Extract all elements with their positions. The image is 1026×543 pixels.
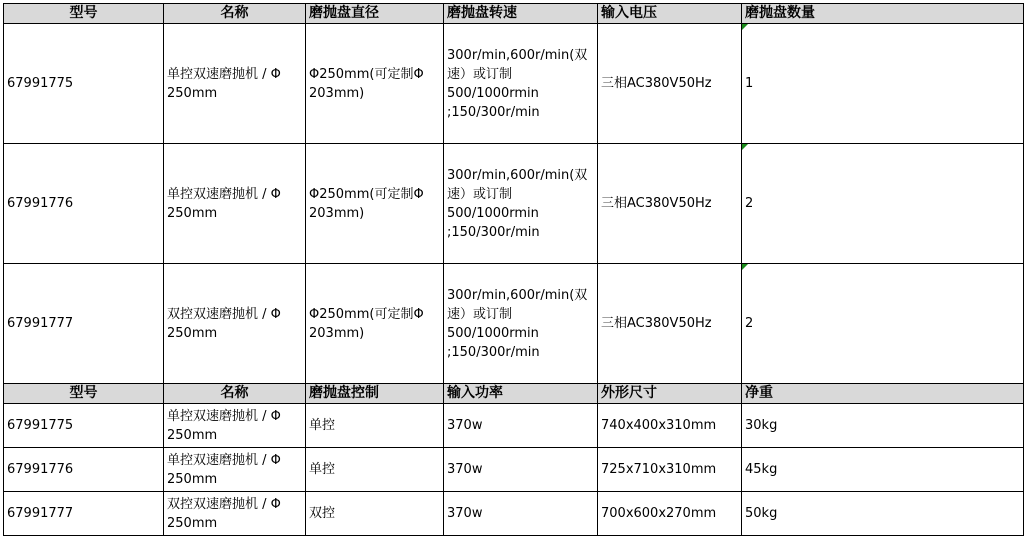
table-row <box>4 492 1024 536</box>
header-name: 名称 <box>164 4 306 24</box>
table-row <box>4 448 1024 492</box>
cell-name: 双控双速磨抛机 / Φ 250mm <box>164 264 306 384</box>
cell-count <box>742 144 1024 264</box>
cell-name: 单控双速磨抛机 / Φ 250mm <box>164 448 306 492</box>
header-name: 名称 <box>164 384 306 404</box>
cell-speed: 300r/min,600r/min(双 速）或订制 500/1000rmin ;150/300r/min <box>444 144 598 264</box>
header-control: 磨抛盘控制 <box>306 384 444 404</box>
header-row-2 <box>4 384 1024 404</box>
cell-model: 67991775 <box>4 24 164 144</box>
table-row <box>4 264 1024 384</box>
header-weight: 净重 <box>742 384 1024 404</box>
cell-model: 67991776 <box>4 144 164 264</box>
table-row <box>4 24 1024 144</box>
cell-diameter: Φ250mm(可定制Φ 203mm) <box>306 264 444 384</box>
cell-count-value: 2 <box>745 196 754 211</box>
comment-marker <box>742 144 748 150</box>
cell-size: 700x600x270mm <box>598 492 742 536</box>
cell-control: 单控 <box>306 448 444 492</box>
cell-model: 67991777 <box>4 492 164 536</box>
cell-name: 单控双速磨抛机 / Φ 250mm <box>164 24 306 144</box>
comment-marker <box>742 264 748 270</box>
cell-diameter: Φ250mm(可定制Φ 203mm) <box>306 24 444 144</box>
header-diameter: 磨抛盘直径 <box>306 4 444 24</box>
cell-voltage: 三相AC380V50Hz <box>598 24 742 144</box>
header-voltage: 输入电压 <box>598 4 742 24</box>
cell-weight: 30kg <box>742 404 1024 448</box>
cell-count <box>742 264 1024 384</box>
cell-power: 370w <box>444 404 598 448</box>
cell-name: 单控双速磨抛机 / Φ 250mm <box>164 404 306 448</box>
header-row-1 <box>4 4 1024 24</box>
cell-voltage: 三相AC380V50Hz <box>598 144 742 264</box>
cell-count-value: 2 <box>745 316 754 331</box>
header-model: 型号 <box>4 384 164 404</box>
cell-name: 单控双速磨抛机 / Φ 250mm <box>164 144 306 264</box>
cell-name: 双控双速磨抛机 / Φ 250mm <box>164 492 306 536</box>
cell-power: 370w <box>444 448 598 492</box>
header-speed: 磨抛盘转速 <box>444 4 598 24</box>
cell-size: 725x710x310mm <box>598 448 742 492</box>
cell-count-value: 1 <box>745 76 754 91</box>
header-model: 型号 <box>4 4 164 24</box>
table-row <box>4 404 1024 448</box>
comment-marker <box>742 24 748 30</box>
header-count: 磨抛盘数量 <box>742 4 1024 24</box>
cell-size: 740x400x310mm <box>598 404 742 448</box>
cell-control: 单控 <box>306 404 444 448</box>
cell-diameter: Φ250mm(可定制Φ 203mm) <box>306 144 444 264</box>
cell-weight: 45kg <box>742 448 1024 492</box>
cell-speed: 300r/min,600r/min(双 速）或订制 500/1000rmin ;150/300r/min <box>444 264 598 384</box>
cell-power: 370w <box>444 492 598 536</box>
cell-speed: 300r/min,600r/min(双 速）或订制 500/1000rmin ;150/300r/min <box>444 24 598 144</box>
spec-table <box>3 3 1024 536</box>
cell-control: 双控 <box>306 492 444 536</box>
cell-model: 67991775 <box>4 404 164 448</box>
header-power: 输入功率 <box>444 384 598 404</box>
cell-model: 67991776 <box>4 448 164 492</box>
table-row <box>4 144 1024 264</box>
cell-count <box>742 24 1024 144</box>
header-size: 外形尺寸 <box>598 384 742 404</box>
cell-weight: 50kg <box>742 492 1024 536</box>
cell-voltage: 三相AC380V50Hz <box>598 264 742 384</box>
cell-model: 67991777 <box>4 264 164 384</box>
